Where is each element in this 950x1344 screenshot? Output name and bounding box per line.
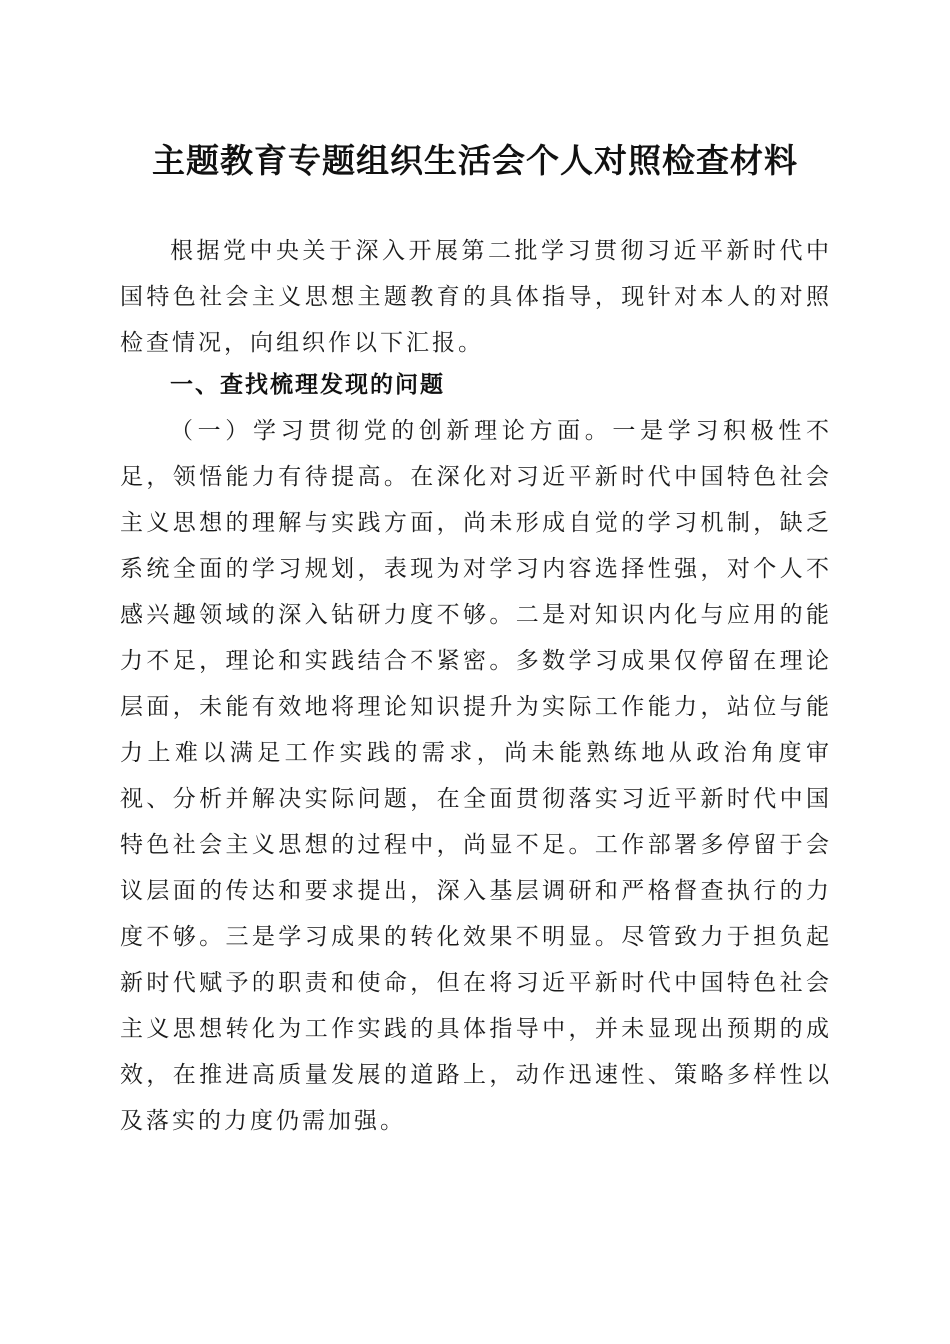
section-heading: 一、查找梳理发现的问题 [170,372,445,398]
document-title: 主题教育专题组织生活会个人对照检查材料 [152,141,798,180]
section-paragraph: （一）学习贯彻党的创新理论方面。一是学习积极性不足，领悟能力有待提高。在深化对习近平新时代中国特色社会主义思想的理解与实践方面，尚未形成自觉的学习机制，缺乏系统全面的学习规划，表现为对学习内容选择性强，对个人不感兴趣领域的深入钻研力度不够。二是对知识内化与应用的能力不足，理论和实践结合不紧密。多数学习成果仅停留在理论层面，未能有效地将理论知识提升为实际工作能力，站位与能力上难以满足工作实践的需求，尚未能熟练地从政治角度审视、分析并解决实际问题，在全面贯彻落实习近平新时代中国特色社会主义思想的过程中，尚显不足。工作部署多停留于会议层面的传达和要求提出，深入基层调研和严格督查执行的力度不够。三是学习成果的转化效果不明显。尽管致力于担负起新时代赋予的职责和使命，但在将习近平新时代中国特色社会主义思想转化为工作实践的具体指导中，并未显现出预期的成效，在推进高质量发展的道路上，动作迅速性、策略多样性以及落实的力度仍需加强。 [120,418,832,1134]
intro-paragraph: 根据党中央关于深入开展第二批学习贯彻习近平新时代中国特色社会主义思想主题教育的具体指导，现针对本人的对照检查情况，向组织作以下汇报。 [120,238,832,356]
